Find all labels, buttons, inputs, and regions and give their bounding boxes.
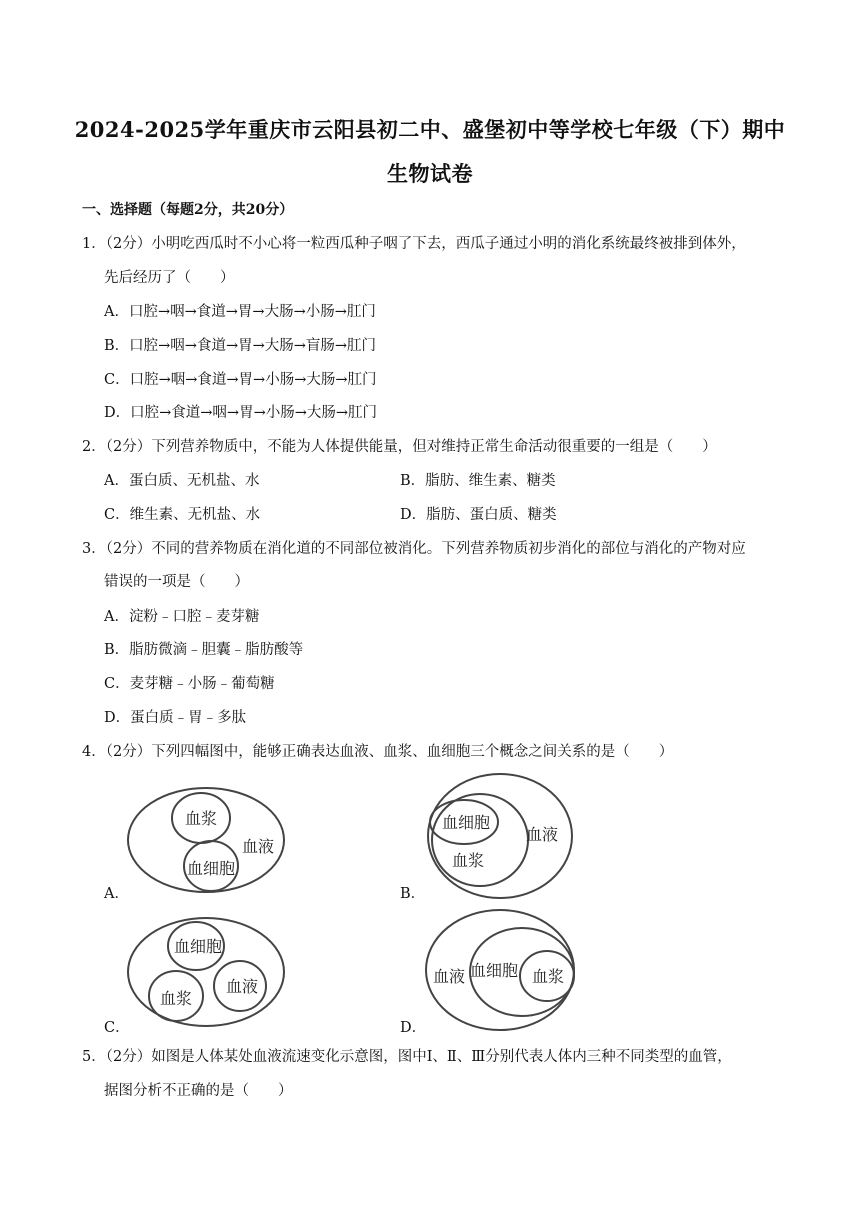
question-1-option-a[interactable]: A．口腔→咽→食道→胃→大肠→小肠→肛门 (104, 304, 376, 320)
question-2-option-b[interactable]: B．脂肪、维生素、糖类 (400, 473, 556, 489)
section-heading: 一、选择题（每题2分，共20分） (82, 202, 294, 218)
question-1-stem: 1．（2分）小明吃西瓜时不小心将一粒西瓜种子咽了下去，西瓜子通过小明的消化系统最终被排到体外， (82, 236, 746, 252)
figure-b-label[interactable]: B． (400, 886, 426, 902)
figure-c-diagram (124, 912, 294, 1030)
figure-d-label[interactable]: D． (400, 1020, 427, 1036)
figure-a-label[interactable]: A． (104, 886, 129, 902)
page-subtitle: 生物试卷 (387, 161, 473, 186)
question-1-option-b[interactable]: B．口腔→咽→食道→胃→大肠→盲肠→肛门 (104, 338, 377, 354)
question-3-option-b[interactable]: B．脂肪微滴﹣胆囊﹣脂肪酸等 (104, 642, 304, 658)
question-2-option-c[interactable]: C．维生素、无机盐、水 (104, 507, 261, 523)
figure-a-text-1: 血浆 (184, 809, 218, 828)
question-1-stem-cont: 先后经历了（ ） (104, 270, 235, 286)
question-5-stem: 5．（2分）如图是人体某处血液流速变化示意图，图中Ⅰ、Ⅱ、Ⅲ分别代表人体内三种不同类型的血管， (82, 1049, 732, 1065)
figure-c-text-2: 血浆 (159, 989, 193, 1008)
question-4-stem: 4．（2分）下列四幅图中，能够正确表达血液、血浆、血细胞三个概念之间关系的是（ ） (82, 744, 674, 760)
figure-b-text-2: 血液 (525, 825, 559, 844)
figure-a-text-3: 血细胞 (186, 859, 236, 878)
figure-c-text-1: 血细胞 (173, 937, 223, 956)
question-3-option-a[interactable]: A．淀粉﹣口腔﹣麦芽糖 (104, 609, 260, 625)
figure-b-diagram (420, 770, 580, 900)
question-2-option-d[interactable]: D．脂肪、蛋白质、糖类 (400, 507, 557, 523)
figure-c-label[interactable]: C． (104, 1020, 130, 1036)
figure-d-text-2: 血细胞 (469, 961, 519, 980)
figure-d-text-3: 血浆 (531, 967, 565, 986)
question-2-stem: 2．（2分）下列营养物质中，不能为人体提供能量，但对维持正常生命活动很重要的一组是（ ） (82, 439, 717, 455)
figure-d-text-1: 血液 (432, 967, 466, 986)
question-2-option-a[interactable]: A．蛋白质、无机盐、水 (104, 473, 260, 489)
figure-a-text-2: 血液 (241, 837, 275, 856)
question-3-stem: 3．（2分）不同的营养物质在消化道的不同部位被消化。下列营养物质初步消化的部位与消化的产物对应 (82, 541, 746, 557)
question-5-stem-cont: 据图分析不正确的是（ ） (104, 1083, 293, 1099)
question-1-option-d[interactable]: D．口腔→食道→咽→胃→小肠→大肠→肛门 (104, 405, 378, 421)
question-3-option-d[interactable]: D．蛋白质﹣胃﹣多肽 (104, 710, 247, 726)
figure-b-text-3: 血浆 (451, 851, 485, 870)
figure-c-text-3: 血液 (225, 977, 259, 996)
page-title: 2024-2025学年重庆市云阳县初二中、盛堡初中等学校七年级（下）期中 (74, 117, 786, 142)
figure-b-text-1: 血细胞 (441, 813, 491, 832)
figure-a-diagram (124, 780, 294, 898)
question-3-option-c[interactable]: C．麦芽糖﹣小肠﹣葡萄糖 (104, 676, 275, 692)
figure-d-diagram (420, 904, 585, 1034)
question-3-stem-cont: 错误的一项是（ ） (104, 574, 249, 590)
question-1-option-c[interactable]: C．口腔→咽→食道→胃→小肠→大肠→肛门 (104, 372, 377, 388)
